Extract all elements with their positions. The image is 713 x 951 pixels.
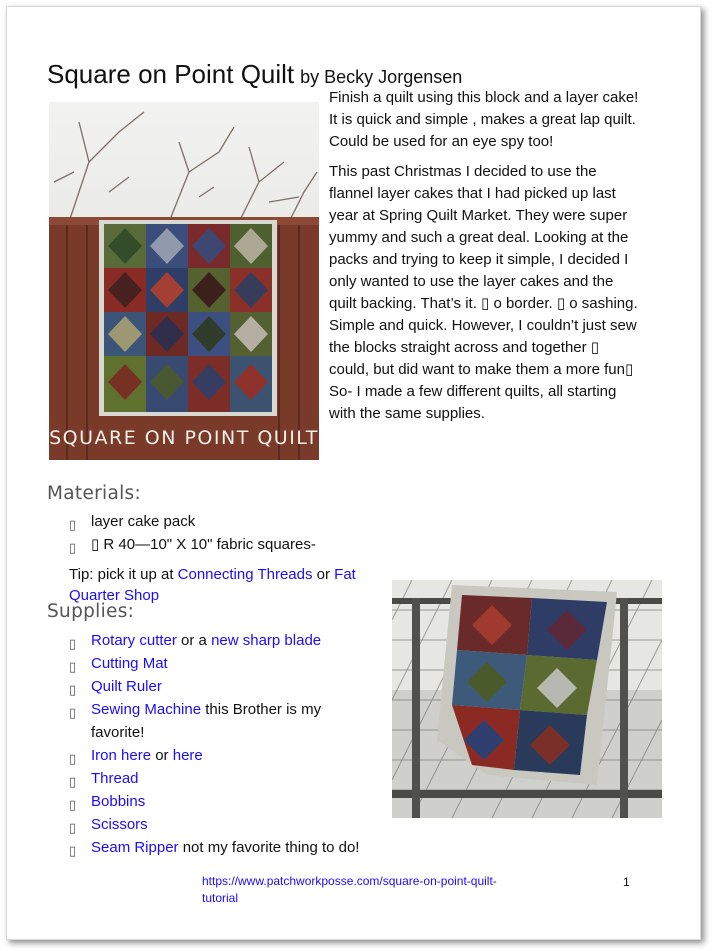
checkbox-icon: ▯: [69, 540, 77, 555]
checkbox-icon: ▯: [69, 774, 77, 789]
list-item: [69, 510, 369, 533]
supplies-list: [69, 629, 369, 859]
thread-link[interactable]: Thread: [91, 770, 139, 787]
intro-paragraph-1: Finish a quilt using this block and a layer cake! It is quick and simple , makes a great lap quilt. Could be used for an eye spy too!: [329, 89, 639, 150]
list-item: [69, 698, 351, 744]
page-number: 1: [623, 875, 630, 889]
bobbins-link[interactable]: Bobbins: [91, 793, 146, 810]
checkbox-icon: ▯: [69, 682, 77, 697]
cutting-mat-link[interactable]: Cutting Mat: [91, 655, 168, 672]
checkbox-icon: ▯: [69, 843, 77, 858]
checkbox-icon: ▯: [69, 751, 77, 766]
iron-or: or: [151, 747, 173, 764]
checkbox-icon: ▯: [69, 797, 77, 812]
checkbox-icon: ▯: [69, 517, 77, 532]
list-item: [69, 533, 369, 556]
list-item: [69, 652, 369, 675]
rotary-cutter-link[interactable]: Rotary cutter: [91, 632, 177, 649]
intro-text: [329, 87, 639, 433]
photo-caption: SQUARE ON POINT QUILT: [49, 427, 319, 449]
checkbox-icon: ▯: [69, 705, 77, 720]
connecting-threads-link[interactable]: Connecting Threads: [177, 566, 313, 583]
sewing-machine-link[interactable]: Sewing Machine: [91, 701, 202, 718]
scissors-link[interactable]: Scissors: [91, 816, 148, 833]
iron-here-link[interactable]: here: [172, 747, 203, 764]
materials-heading: Materials:: [47, 483, 142, 504]
quilt-fence-photo: [49, 102, 319, 460]
page-title: [47, 59, 462, 90]
tip-text: [69, 564, 379, 606]
materials-list: [69, 510, 369, 556]
checkbox-icon: ▯: [69, 659, 77, 674]
tip-or: or: [312, 566, 335, 583]
list-item: [69, 767, 369, 790]
title-text: Square on Point Quilt: [47, 59, 295, 89]
seam-ripper-link[interactable]: Seam Ripper: [91, 839, 179, 856]
intro-paragraph-3: So- I made a few different quilts, all starting with the same supplies.: [329, 383, 617, 422]
list-item: [69, 675, 369, 698]
fat-quarter-shop-link[interactable]: Fat Quarter Shop: [69, 566, 356, 604]
material-fabric-squares: ▯ R 40—10" X 10" fabric squares-: [91, 536, 316, 553]
seam-ripper-note: not my favorite thing to do!: [178, 839, 360, 856]
tip-prefix: Tip: pick it up at: [69, 566, 178, 583]
intro-paragraph-2: This past Christmas I decided to use the flannel layer cakes that I had picked up last year at Spring Quilt Market. They were super yummy and such a great deal. Looking at the packs and trying to keep it simple, I decided I only wanted to use the layer cakes and the quilt backing. That’s it. ▯ o border. ▯ o sashing. Simple and quick. However, I couldn’t just sew the blocks straight across and together ▯ could, but did want to make them a more fun▯: [329, 163, 638, 378]
iron-link[interactable]: Iron here: [91, 747, 152, 764]
rotary-or: or a: [176, 632, 212, 649]
list-item: [69, 813, 369, 836]
sewing-machine-note: this Brother is my favorite!: [91, 701, 322, 741]
supplies-heading: Supplies:: [47, 601, 135, 622]
document-page: [6, 6, 701, 940]
sharp-blade-link[interactable]: new sharp blade: [211, 632, 322, 649]
checkbox-icon: ▯: [69, 820, 77, 835]
quilt-ruler-link[interactable]: Quilt Ruler: [91, 678, 162, 695]
author-byline: by Becky Jorgensen: [300, 67, 463, 87]
list-item: [69, 744, 369, 767]
checkbox-icon: ▯: [69, 636, 77, 651]
list-item: [69, 629, 369, 652]
list-item: [69, 836, 369, 859]
footer-url-link[interactable]: https://www.patchworkposse.com/square-on-point-quilt-tutorial: [202, 874, 497, 905]
list-item: [69, 790, 369, 813]
material-layer-cake: layer cake pack: [91, 513, 196, 530]
quilt-railing-photo: [392, 580, 662, 818]
